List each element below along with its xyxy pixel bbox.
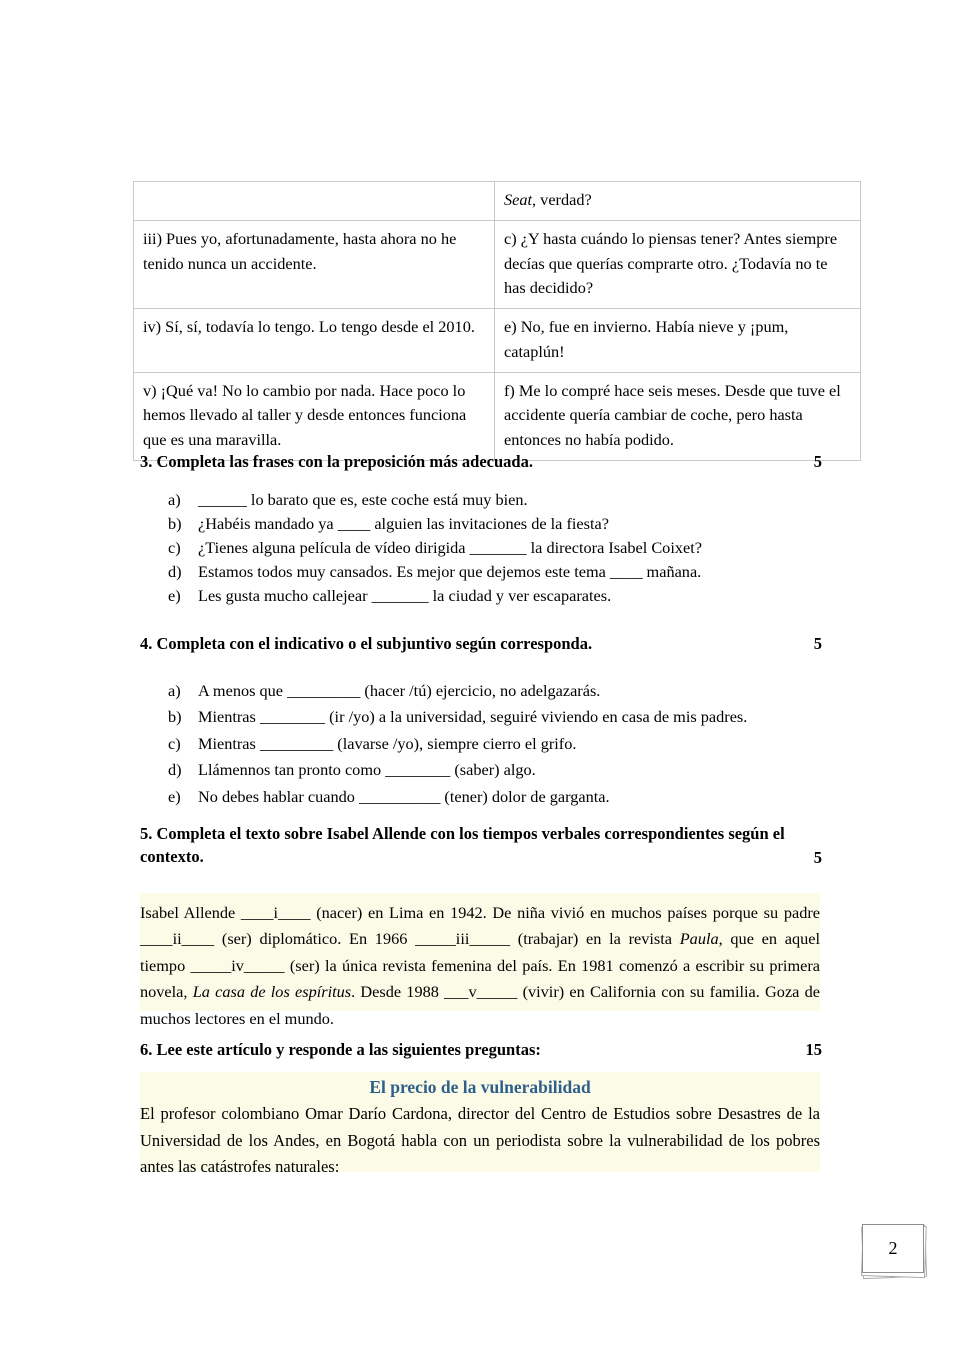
item-text: Les gusta mucho callejear _______ la ciudad y ver escaparates. [198,585,612,605]
item-label: e) [168,786,181,806]
item-text: A menos que _________ (hacer /tú) ejercicio, no adelgazarás. [198,681,601,700]
item-label: b) [168,513,182,533]
exercise-4-heading-text: 4. Completa con el indicativo o el subjuntivo según corresponda. [140,634,593,653]
exercise-4-score: 5 [813,634,822,653]
exercise-6-score: 15 [805,1040,822,1059]
exercise-3-score: 5 [813,452,822,471]
exercise-4-items [168,678,828,810]
exercise-3-heading [140,450,822,473]
item-label: c) [168,733,181,753]
table-cell-right: f) Me lo compré hace seis meses. Desde que tuve el accidente quería cambiar de coche, pero hasta entonces no había podido. [495,372,861,460]
table-row [134,182,861,221]
table-row [134,220,861,308]
exercise-5-heading-line2: según el contexto. [140,824,785,867]
item-text: Llámennos tan pronto como ________ (saber) algo. [198,760,536,780]
list-item [168,757,828,783]
item-text: Estamos todos muy cansados. Es mejor que dejemos este tema ____ mañana. [198,561,702,581]
table-cell-left: v) ¡Qué va! No lo cambio por nada. Hace poco lo hemos llevado al taller y desde entonces funciona que es una maravilla. [134,372,495,460]
table-cell-left: iv) Sí, sí, todavía lo tengo. Lo tengo desde el 2010. [134,309,495,373]
item-label: b) [168,707,182,727]
exercise-6-heading-text: 6. Lee este artículo y responde a las siguientes preguntas: [140,1040,541,1059]
item-label: d) [168,760,182,780]
list-item [168,704,828,730]
table-cell-left: iii) Pues yo, afortunadamente, hasta ahora no he tenido nunca un accidente. [134,220,495,308]
list-item [168,536,828,560]
brand-name-seat: Seat [504,190,533,209]
exercise-5-heading-line1: 5. Completa el texto sobre Isabel Allende con los tiempos verbales correspondientes [140,824,725,843]
item-text: No debes hablar cuando __________ (tener) dolor de garganta. [198,786,610,806]
exercise-4-heading [140,632,822,655]
item-text: ______ lo barato que es, este coche está muy bien. [198,490,528,509]
allende-part-1: Isabel Allende ____i____ (nacer) en Lima en 1942. De niña vivió en muchos países porque su padre ____ii____ (ser) diplomático. En 1966 _____iii_____ (trabajar) en la revista [140,903,820,949]
item-label: a) [168,681,181,700]
allende-part-2: , que en aquel tiempo _____iv_____ (ser) la única revista femenina del país. En 1981 comenzó a escribir su primera novela, [140,929,820,1002]
dialogue-table [133,181,861,461]
list-item [168,488,828,512]
item-label: a) [168,490,181,509]
article-title: El precio de la vulnerabilidad [369,1077,591,1097]
table-cell-right: c) ¿Y hasta cuándo lo piensas tener? Antes siempre decías que querías comprarte otro. ¿Todavía no te has decidido? [495,220,861,308]
list-item [168,584,828,608]
table-cell-right-text: , verdad? [532,190,592,209]
article-body: El profesor colombiano Omar Darío Cardona, director del Centro de Estudios sobre Desastres de la Universidad de los Andes, en Bogotá habla con un periodista sobre la vulnerabilidad de los pobres antes las catástrofes naturales: [140,1104,820,1177]
table-cell-right [495,182,861,221]
exercise-3-heading-text: 3. Completa las frases con la preposición más adecuada. [140,452,533,471]
list-item [168,784,828,810]
item-text: Mientras _________ (lavarse /yo), siempre cierro el grifo. [198,733,577,753]
page-number-value: 2 [862,1224,924,1273]
table-cell-left [134,182,495,221]
exercise-3-items [168,488,828,608]
novel-title-la-casa-de-los-espiritus: La casa de los espíritus [192,982,352,1002]
exercise-5-text [140,900,820,1032]
item-text: Mientras ________ (ir /yo) a la universidad, seguiré viviendo en casa de mis padres. [198,707,748,727]
table-row [134,372,861,460]
list-item [168,512,828,536]
list-item [168,560,828,584]
table-cell-right: e) No, fue en invierno. Había nieve y ¡pum, cataplún! [495,309,861,373]
list-item [168,731,828,757]
allende-part-3: . Desde 1988 ___v_____ (vivir) en California con su familia. Goza de muchos lectores en el mundo. [140,982,820,1028]
item-label: e) [168,585,181,605]
item-label: c) [168,537,181,557]
item-text: ¿Habéis mandado ya ____ alguien las invitaciones de la fiesta? [198,513,609,533]
page-number-box [860,1222,928,1280]
exercise-5-heading [140,822,822,869]
item-label: d) [168,561,182,581]
item-text: ¿Tienes alguna película de vídeo dirigida _______ la directora Isabel Coixet? [198,537,702,557]
magazine-name-paula: Paula [679,929,719,949]
list-item [168,678,828,704]
exercise-6-heading [140,1038,822,1061]
table-row [134,309,861,373]
exercise-5-score: 5 [813,848,822,867]
